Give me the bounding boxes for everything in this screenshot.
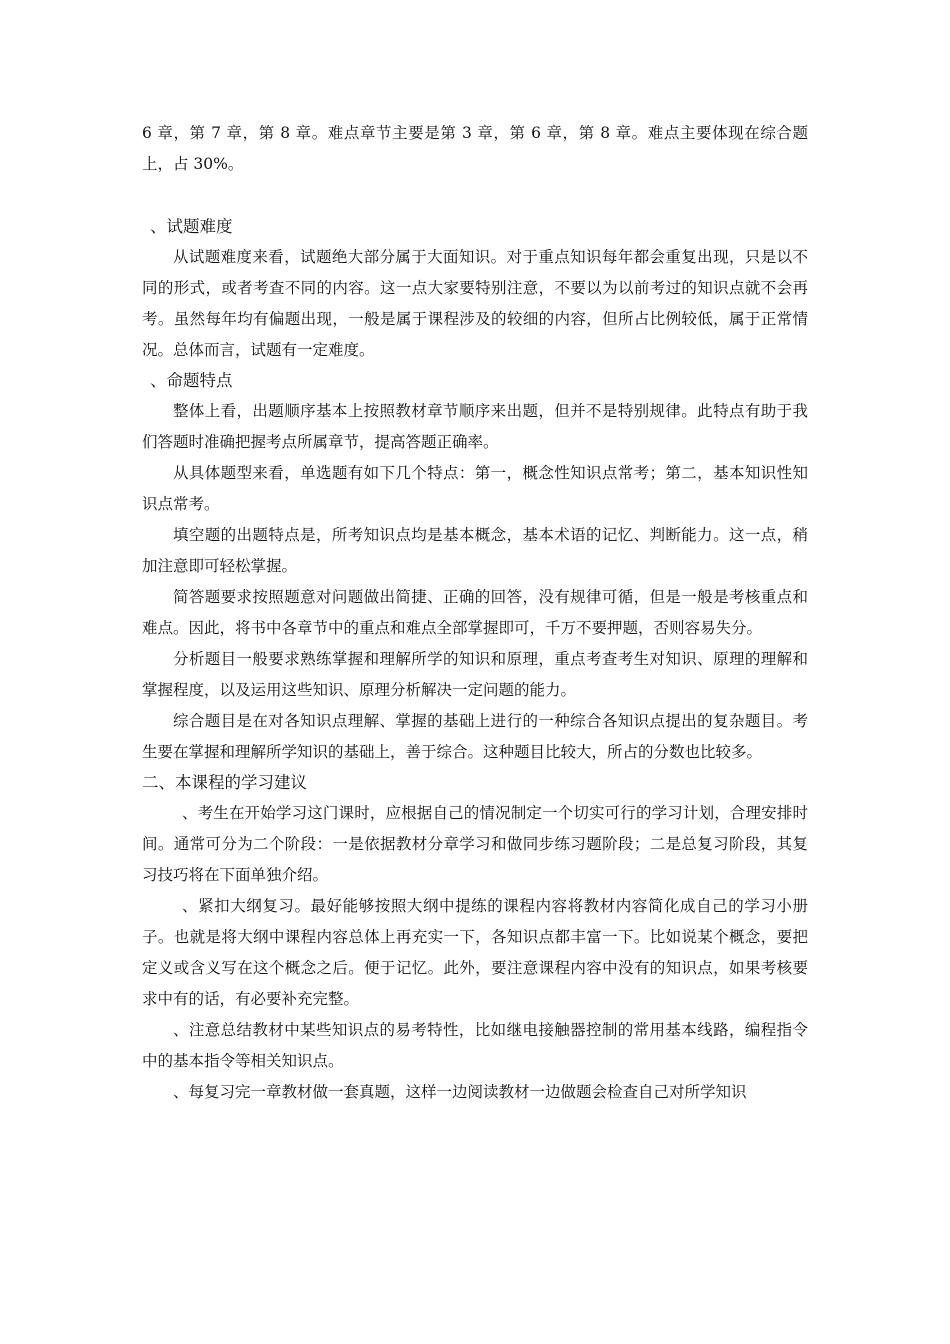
paragraph-difficulty: 从试题难度来看，试题绝大部分属于大面知识。对于重点知识每年都会重复出现，只是以不同的形式，或者考查不同的内容。这一点大家要特别注意，不要以为以前考过的知识点就不会再考。虽然每年均有偏题出现，一般是属于课程涉及的较细的内容，但所占比例较低，属于正常情况。总体而言，试题有一定难度。 [142,248,808,359]
paragraph-short-answer: 简答题要求按照题意对问题做出简捷、正确的回答，没有规律可循，但是一般是考核重点和难点。因此，将书中各章节中的重点和难点全部掌握即可，千万不要押题，否则容易失分。 [142,588,808,637]
paragraph-chapters: 6 章，第 7 章，第 8 章。难点章节主要是第 3 章，第 6 章，第 8 章。难点主要体现在综合题上，占 30%。 [142,124,808,173]
paragraph-fill-blank: 填空题的出题特点是，所考知识点均是基本概念，基本术语的记忆、判断能力。这一点，稍加注意即可轻松掌握。 [142,526,808,575]
paragraph-analysis: 分析题目一般要求熟练掌握和理解所学的知识和原理，重点考查考生对知识、原理的理解和掌握程度，以及运用这些知识、原理分析解决一定问题的能力。 [142,650,808,699]
paragraph-syllabus-review: 、紧扣大纲复习。最好能够按照大纲中提练的课程内容将教材内容简化成自己的学习小册子。也就是将大纲中课程内容总体上再充实一下，各知识点都丰富一下。比如说某个概念，要把定义或含义写在这个概念之后。便于记忆。此外，要注意课程内容中没有的知识点，如果考核要求中有的话，有必要补充完整。 [142,897,808,1008]
paragraph-overall: 整体上看，出题顺序基本上按照教材章节顺序来出题，但并不是特别规律。此特点有助于我们答题时准确把握考点所属章节，提高答题正确率。 [142,402,808,451]
paragraph-single-choice: 从具体题型来看，单选题有如下几个特点：第一，概念性知识点常考；第二，基本知识性知识点常考。 [142,464,808,513]
heading-difficulty: 、试题难度 [150,217,233,236]
paragraph-key-points: 、注意总结教材中某些知识点的易考特性，比如继电接触器控制的常用基本线路，编程指令中的基本指令等相关知识点。 [142,1021,808,1070]
paragraph-study-plan: 、考生在开始学习这门课时，应根据自己的情况制定一个切实可行的学习计划，合理安排时间。通常可分为二个阶段：一是依据教材分章学习和做同步练习题阶段；二是总复习阶段，其复习技巧将在下面单独介绍。 [142,804,808,884]
document-page [142,118,808,1108]
heading-features: 、命题特点 [150,371,233,390]
heading-study-advice: 二、本课程的学习建议 [142,773,307,792]
paragraph-practice-exams: 、每复习完一章教材做一套真题，这样一边阅读教材一边做题会检查自己对所学知识 [173,1083,747,1101]
paragraph-comprehensive: 综合题目是在对各知识点理解、掌握的基础上进行的一种综合各知识点提出的复杂题目。考生要在掌握和理解所学知识的基础上，善于综合。这种题目比较大，所占的分数也比较多。 [142,712,808,761]
